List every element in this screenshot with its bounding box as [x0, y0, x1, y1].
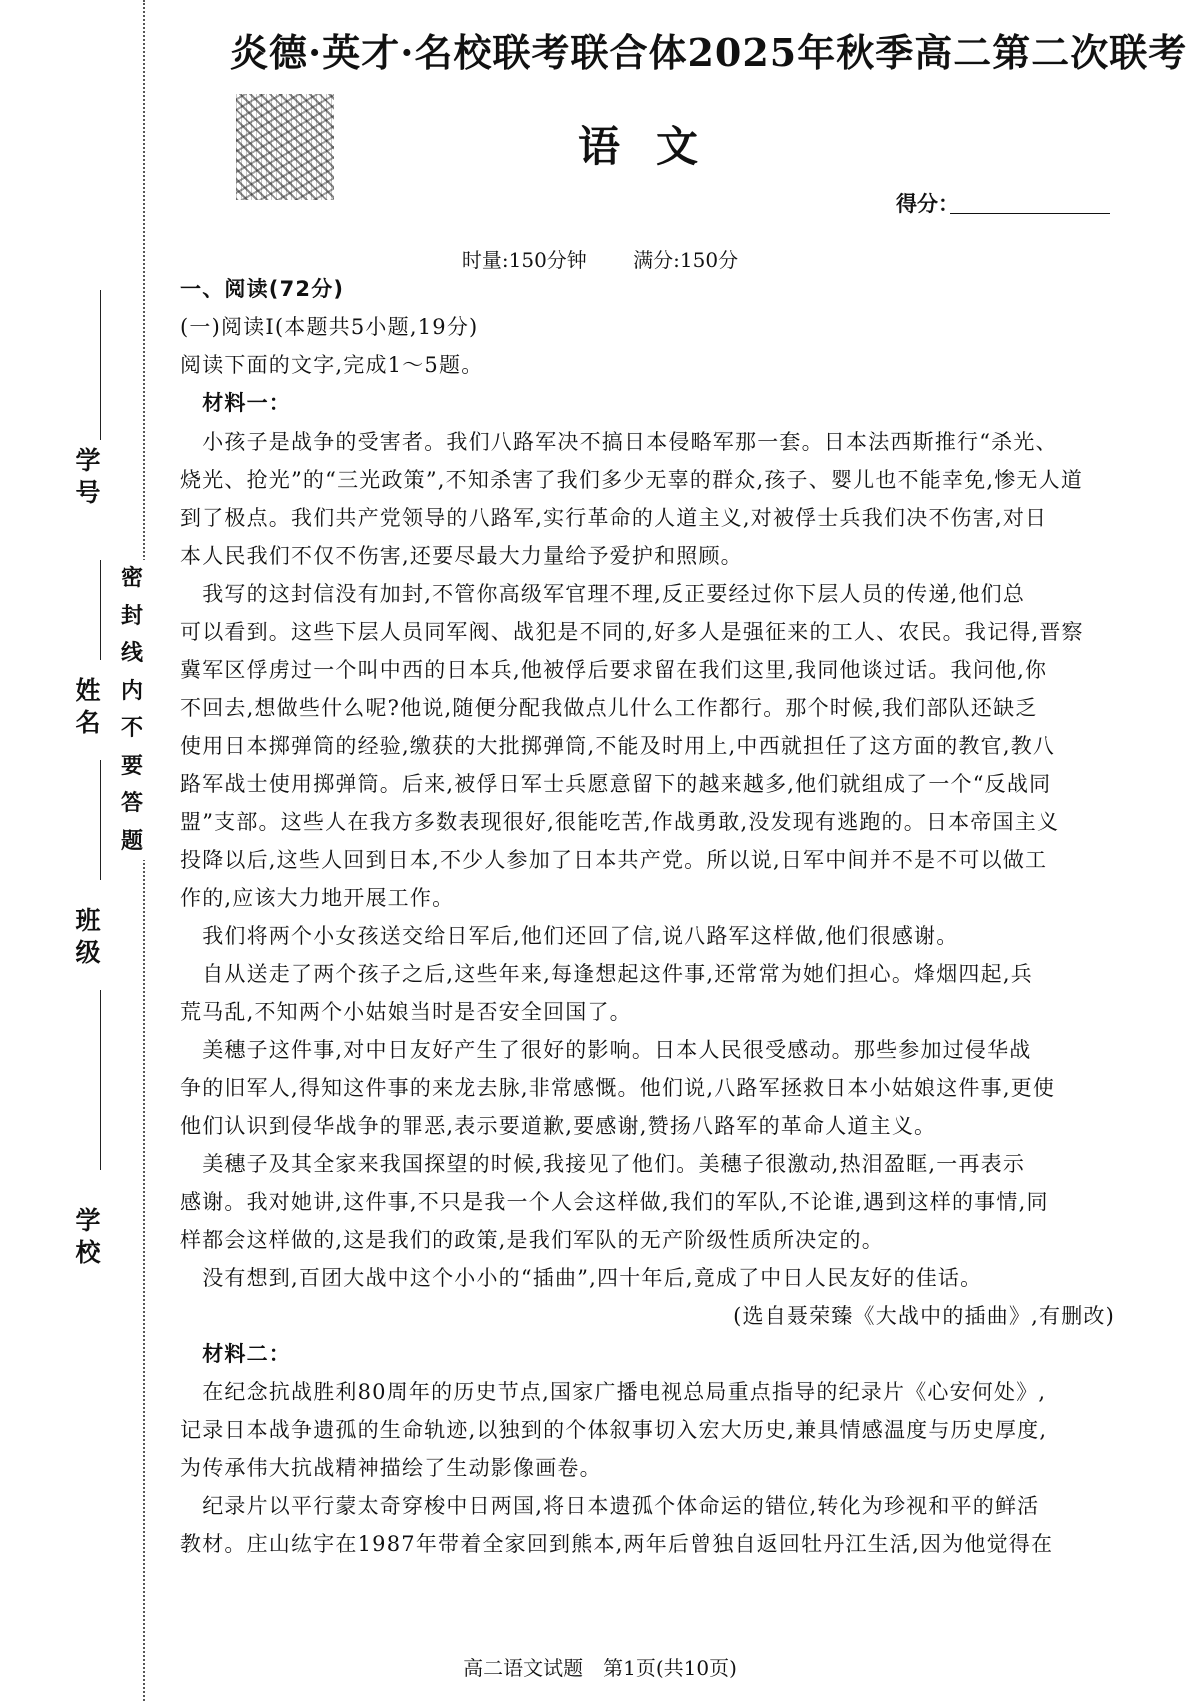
- text-line: 记录日本战争遗孤的生命轨迹,以独到的个体叙事切入宏大历史,兼具情感温度与历史厚度,: [180, 1418, 1048, 1442]
- exam-info: [0, 244, 1200, 273]
- subject-title: 语文: [578, 122, 735, 171]
- material-heading: 材料二：: [180, 1342, 291, 1366]
- text-line: 路军战士使用掷弹筒。后来,被俘日军士兵愿意留下的越来越多,他们就组成了一个“反战同: [180, 772, 1052, 796]
- time-limit: 时量:150分钟: [461, 248, 587, 272]
- text-line: 本人民我们不仅不伤害,还要尽最大力量给予爱护和照顾。: [180, 544, 743, 568]
- text-line: 教材。庄山纮宇在1987年带着全家回到熊本,两年后曾独自返回牡丹江生活,因为他觉得在: [180, 1532, 1054, 1556]
- text-line: 盟”支部。这些人在我方多数表现很好,很能吃苦,作战勇敢,没发现有逃跑的。日本帝国主义: [180, 810, 1060, 834]
- text-line: 没有想到,百团大战中这个小小的“插曲”,四十年后,竟成了中日人民友好的佳话。: [180, 1266, 983, 1290]
- school-label: 学 校: [75, 1206, 101, 1267]
- subsection-heading: (一)阅读Ⅰ(本题共5小题,19分): [180, 315, 479, 339]
- text-line: 投降以后,这些人回到日本,不少人参加了日本共产党。所以说,日军中间并不是不可以做工: [180, 848, 1048, 872]
- material-heading: 材料一：: [180, 391, 291, 415]
- student-id-blank: [100, 290, 101, 440]
- name-blank: [100, 560, 101, 660]
- class-blank: [100, 760, 101, 880]
- text-line: 我写的这封信没有加封,不管你高级军官理不理,反正要经过你下层人员的传递,他们总: [180, 582, 1026, 606]
- text-line: 他们认识到侵华战争的罪恶,表示要道歉,要感谢,赞扬八路军的革命人道主义。: [180, 1114, 937, 1138]
- text-line: 小孩子是战争的受害者。我们八路军决不搞日本侵略军那一套。日本法西斯推行“杀光、: [180, 430, 1058, 454]
- text-line: 不回去,想做些什么呢?他说,随便分配我做点儿什么工作都行。那个时候,我们部队还缺乏: [180, 696, 1038, 720]
- text-line: 纪录片以平行蒙太奇穿梭中日两国,将日本遗孤个体命运的错位,转化为珍视和平的鲜活: [180, 1494, 1040, 1518]
- text-line: 争的旧军人,得知这件事的来龙去脉,非常感慨。他们说,八路军拯救日本小姑娘这件事,更使: [180, 1076, 1056, 1100]
- source-citation: (选自聂荣臻《大战中的插曲》,有删改): [733, 1304, 1115, 1328]
- exam-title: 炎德·英才·名校联考联合体2025年秋季高二第二次联考: [230, 30, 1188, 75]
- student-id-label: 学 号: [75, 446, 101, 507]
- name-label: 姓 名: [75, 676, 101, 737]
- text-line: 自从送走了两个孩子之后,这些年来,每逢想起这件事,还常常为她们担心。烽烟四起,兵: [180, 962, 1033, 986]
- text-line: 作的,应该大力地开展工作。: [180, 886, 455, 910]
- seal-warning-text: 密 封 线 内 不 要 答 题: [117, 560, 147, 860]
- text-line: 美穗子这件事,对中日友好产生了很好的影响。日本人民很受感动。那些参加过侵华战: [180, 1038, 1032, 1062]
- section-heading: 一、阅读(72分): [180, 277, 345, 301]
- score-label: 得分：: [896, 192, 959, 216]
- qr-code-image: [236, 94, 334, 200]
- text-line: 使用日本掷弹筒的经验,缴获的大批掷弹筒,不能及时用上,中西就担任了这方面的教官,教八: [180, 734, 1056, 758]
- full-score: 满分:150分: [633, 248, 739, 272]
- text-line: 冀军区俘虏过一个叫中西的日本兵,他被俘后要求留在我们这里,我同他谈过话。我问他,你: [180, 658, 1048, 682]
- instruction-line: 阅读下面的文字,完成1～5题。: [180, 353, 484, 377]
- class-label: 班 级: [75, 906, 101, 967]
- score-blank: [950, 213, 1110, 214]
- text-line: 美穗子及其全家来我国探望的时候,我接见了他们。美穗子很激动,热泪盈眶,一再表示: [180, 1152, 1026, 1176]
- text-line: 样都会这样做的,这是我们的政策,是我们军队的无产阶级性质所决定的。: [180, 1228, 884, 1252]
- text-line: 荒马乱,不知两个小姑娘当时是否安全回国了。: [180, 1000, 632, 1024]
- text-line: 为传承伟大抗战精神描绘了生动影像画卷。: [180, 1456, 602, 1480]
- text-line: 感谢。我对她讲,这件事,不只是我一个人会这样做,我们的军队,不论谁,遇到这样的事情,同: [180, 1190, 1049, 1214]
- text-line: 烧光、抢光”的“三光政策”,不知杀害了我们多少无辜的群众,孩子、婴儿也不能幸免,惨无人道: [180, 468, 1084, 492]
- school-blank: [100, 990, 101, 1170]
- page-footer: 高二语文试题 第1页(共10页): [463, 1656, 737, 1680]
- text-line: 我们将两个小女孩送交给日军后,他们还回了信,说八路军这样做,他们很感谢。: [180, 924, 959, 948]
- text-line: 到了极点。我们共产党领导的八路军,实行革命的人道主义,对被俘士兵我们决不伤害,对日: [180, 506, 1048, 530]
- text-line: 可以看到。这些下层人员同军阀、战犯是不同的,好多人是强征来的工人、农民。我记得,晋察: [180, 620, 1084, 644]
- text-line: 在纪念抗战胜利80周年的历史节点,国家广播电视总局重点指导的纪录片《心安何处》,: [180, 1380, 1047, 1404]
